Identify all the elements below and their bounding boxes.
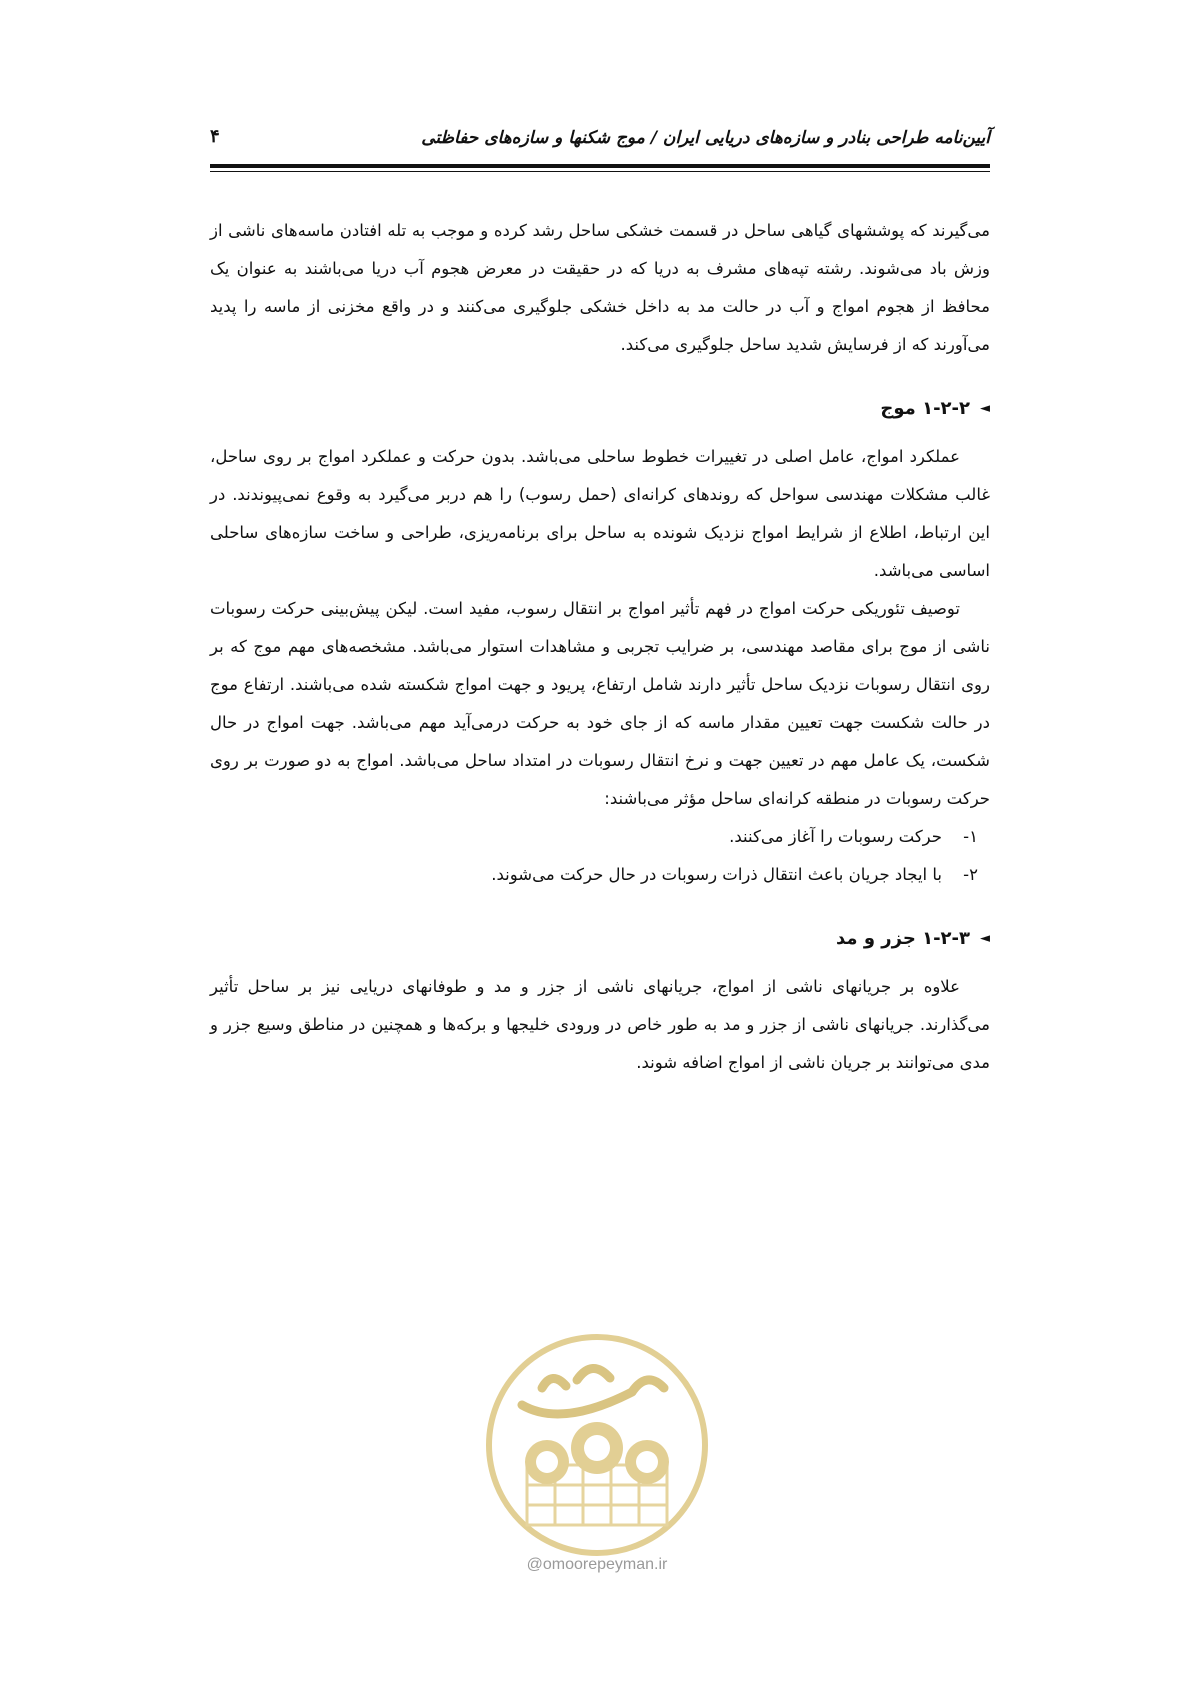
header-rule-thin [210,171,990,172]
list-text: حرکت رسوبات را آغاز می‌کنند. [729,827,942,846]
paragraph: علاوه بر جریانهای ناشی از امواج، جریانهای ناشی از جزر و مد و طوفانهای دریایی نیز بر ساحل تأثیر می‌گذارند. جریانهای ناشی از جزر و مد به طور خاص در ورودی خلیجها و برکه‌ها و همچنین در مناطق وسیع جزر و مدی می‌توانند بر جریان ناشی از امواج اضافه شوند. [210,977,990,1072]
watermark-url: @omoorepeyman.ir [526,1556,668,1573]
header-rule-thick [210,164,990,168]
page-number: ۴ [210,126,220,147]
list-text: با ایجاد جریان باعث انتقال ذرات رسوبات در حال حرکت می‌شوند. [491,865,942,884]
list-item [210,818,990,856]
paragraph: عملکرد امواج، عامل اصلی در تغییرات خطوط ساحلی می‌باشد. بدون حرکت و عملکرد امواج بر روی ساحل، غالب مشکلات مهندسی سواحل که روندهای کرانه‌ای (حمل رسوب) را هم دربر می‌گیرد به وقوع نمی‌پیوندند. در این ارتباط، اطلاع از شرایط امواج نزدیک شونده به ساحل برای برنامه‌ریزی، طراحی و ساخت سازه‌های ساحلی اساسی می‌باشد. [210,447,990,580]
section-heading-waves [210,392,990,426]
paragraph: توصیف تئوریکی حرکت امواج در فهم تأثیر امواج بر انتقال رسوب، مفید است. لیکن پیش‌بینی حرکت رسوبات ناشی از موج برای مقاصد مهندسی، بر ضرایب تجربی و مشاهدات استوار می‌باشد. مشخصه‌های مهم موج که بر روی انتقال رسوبات نزدیک ساحل تأثیر دارند شامل ارتفاع، پریود و جهت امواج شکسته شده می‌باشند. ارتفاع موج در حالت شکست جهت تعیین مقدار ماسه که از جای خود به حرکت درمی‌آید مهم می‌باشد. جهت امواج در حال شکست، یک عامل مهم در تعیین جهت و نرخ انتقال رسوبات در امتداد ساحل می‌باشد. امواج به دو صورت بر روی حرکت رسوبات در منطقه کرانه‌ای ساحل مؤثر می‌باشند: [210,599,990,808]
section-heading-text: ۱-۲-۲ موج [880,398,970,419]
watermark-logo-icon [482,1330,712,1560]
intro-paragraph: می‌گیرند که پوششهای گیاهی ساحل در قسمت خشکی ساحل رشد کرده و موجب به تله افتادن ماسه‌های ناشی از وزش باد می‌شوند. رشته تپه‌های مشرف به دریا که در حقیقت در معرض هجوم آب دریا می‌باشند به عنوان یک محافظ از هجوم امواج و آب در حالت مد به داخل خشکی جلوگیری می‌کنند و در واقع مخزنی از ماسه را پدید می‌آورند که از فرسایش شدید ساحل جلوگیری می‌کند. [210,221,990,354]
bullet-arrow-icon: ◄ [980,401,990,416]
bullet-arrow-icon: ◄ [980,931,990,946]
header-title: آیین‌نامه طراحی بنادر و سازه‌های دریایی ایران / موج شکنها و سازه‌های حفاظتی [421,128,990,148]
list-number: ۲- [963,865,978,884]
section-heading-tides [210,922,990,956]
page-content [210,212,990,1082]
list-item [210,856,990,894]
list-number: ۱- [963,827,978,846]
page-header [210,120,990,160]
section-heading-text: ۱-۲-۳ جزر و مد [836,928,970,949]
